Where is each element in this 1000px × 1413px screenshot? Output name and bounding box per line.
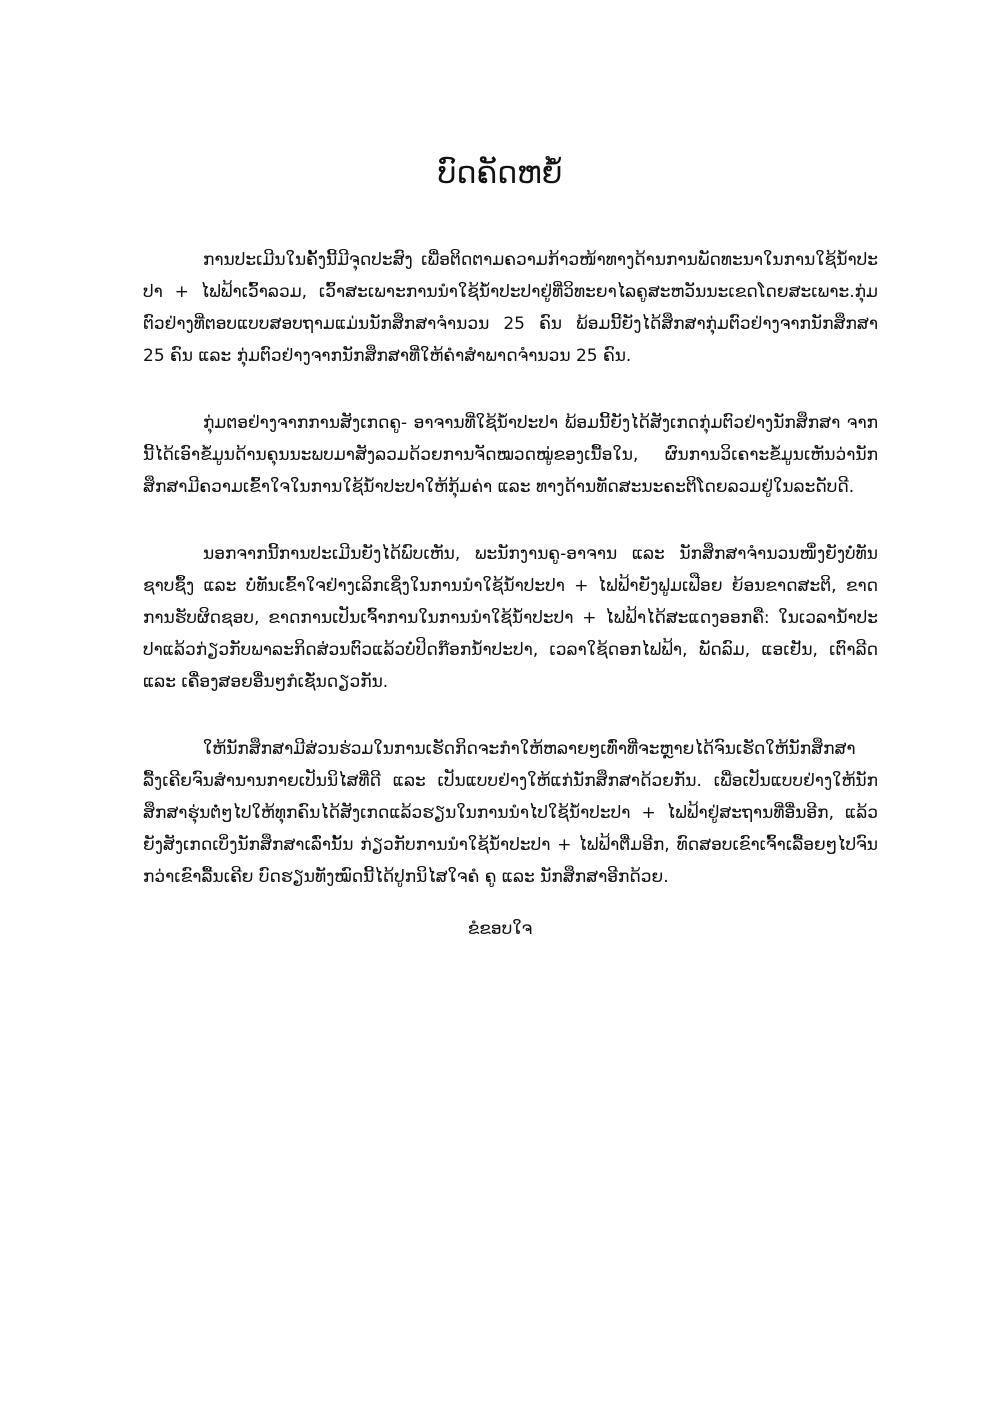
document-body: [143, 244, 878, 928]
closing-thanks: ຂໍຂອບໃຈ: [467, 919, 533, 939]
document-title: ບົດຄັດຫຍໍ້: [437, 156, 563, 191]
paragraph-recommendation: ໃຫ້ນັກສຶກສາມີສ່ວນຮ່ວມໃນການເຮັດກິດຈະກຳໃຫ້ຫລາຍໆເທົ່າທີ່ຈະຫຼາຍໄດ້ຈົນເຮັດໃຫ້ນັກສຶກສາລື້ງເຄີຍຈົນສຳນານກາຍເປັນນິໄສທີ່ດີ ແລະ ເປັນແບບຢ່າງໃຫ້ແກ່ນັກສຶກສາດ້ວຍກັນ. ເພື່ອເປັນແບບຢ່າງໃຫ້ນັກສຶກສາຮຸ່ນຕໍ່ໆໄປໃຫ້ທຸກຄົນໄດ້ສັງເກດແລ້ວຮຽນໃນການນຳໄປໃຊ້ນ້ຳປະປາ + ໄຟຟ້າຢູ່ສະຖານທີ່ອື່ນອີກ, ແລ້ວຍັງສັງເກດເບິ່ງນັກສຶກສາເລົ່ານັ້ນ ກ່ຽວກັບການນຳໃຊ້ນ້ຳປະປາ + ໄຟຟ້າຕື່ມອີກ, ທົດສອບເຂົາເຈົ້າເລື້ອຍໆໄປຈົນກວ່າເຂົາລື້ນເຄີຍ ບົດຮຽນທັງໝົດນີ້ໄດ້ປູກນິໄສໃຈຄໍ ຄູ ແລະ ນັກສຶກສາອີກດ້ວຍ.: [143, 739, 878, 887]
paragraph-observation: ກຸ່ມຕອຢ່າງຈາກການສັງເກດຄູ- ອາຈານທີ່ໃຊ້ນ້ຳປະປາ ພ້ອມນີ້ຍັງໄດ້ສັງເກດກຸ່ມຕົວຢ່າງນັກສຶກສາ ຈາກນີ້ໄດ້ເອົາຂໍ້ມູນດ້ານຄຸນນະພບມາສັງລວມດ້ວຍການຈັດໝວດໝູ່ຂອງເນື້ອໃນ, ຜົນການວິເຄາະຂໍ້ມູນເຫັນວ່ານັກສຶກສາມີຄວາມເຂົ້າໃຈໃນການໃຊ້ນ້ຳປະປາໃຫ້ກຸ້ມຄ່າ ແລະ ທາງດ້ານທັດສະນະຄະຕິໂດຍລວມຢູ່ໃນລະດັບດີ.: [143, 413, 878, 497]
paragraph-purpose: ການປະເມີນໃນຄັ້ງນີ້ມີຈຸດປະສົງ ເພື່ອຕິດຕາມຄວາມກ້າວໜ້າທາງດ້ານການພັດທະນາໃນການໃຊ້ນ້ຳປະປາ + ໄຟຟ້າເວົ້າລວມ, ເວົ້າສະເພາະການນຳໃຊ້ນ້ຳປະປາຢູ່ທີ່ວິທະຍາໄລຄູສະຫວັນນະເຂດໂດຍສະເພາະ.ກຸ່ມຕົວຢ່າງທີ່ຕອບແບບສອບຖາມແມ່ນນັກສຶກສາຈຳນວນ 25 ຄົນ ພ້ອມນີ້ຍັງໄດ້ສຶກສາກຸ່ມຕົວຢ່າງຈາກນັກສຶກສາ 25 ຄົນ ແລະ ກຸ່ມຕົວຢ່າງຈາກນັກສຶກສາທີ່ໃຫ້ຄຳສຳພາດຈຳນວນ 25 ຄົນ.: [143, 250, 878, 366]
paragraph-findings: ນອກຈາກນີ້ການປະເມີນຍັງໄດ້ພົບເຫັນ, ພະນັກງານຄູ-ອາຈານ ແລະ ນັກສຶກສາຈຳນວນໜຶ່ງຍັງບໍ່ທັນຊາບຊຶ້ງ ແລະ ບໍ່ທັນເຂົ້າໃຈຢ່າງເລິກເຊິ່ງໃນການນຳໃຊ້ນ້ຳປະປາ + ໄຟຟ້າຍັງຟູມເຟືອຍ ຍ້ອນຂາດສະຕິ, ຂາດການຮັບຜິດຊອບ, ຂາດການເປັນເຈົ້າການໃນການນຳໃຊ້ນ້ຳປະປາ + ໄຟຟ້າໄດ້ສະແດງອອກຄື: ໃນເວລານ້ຳປະປາແລ້ວກ່ຽວກັບພາລະກິດສ່ວນຕົວແລ້ວບໍ່ປິດກ໊ອກນ້ຳປະປາ, ເວລາໃຊ້ດອກໄຟຟ້າ, ພັດລົມ, ແອເຢັນ, ເຕົາລີດ ແລະ ເຄື່ອງສອຍອື່ນໆກໍເຊັ່ນດຽວກັນ.: [143, 544, 878, 692]
